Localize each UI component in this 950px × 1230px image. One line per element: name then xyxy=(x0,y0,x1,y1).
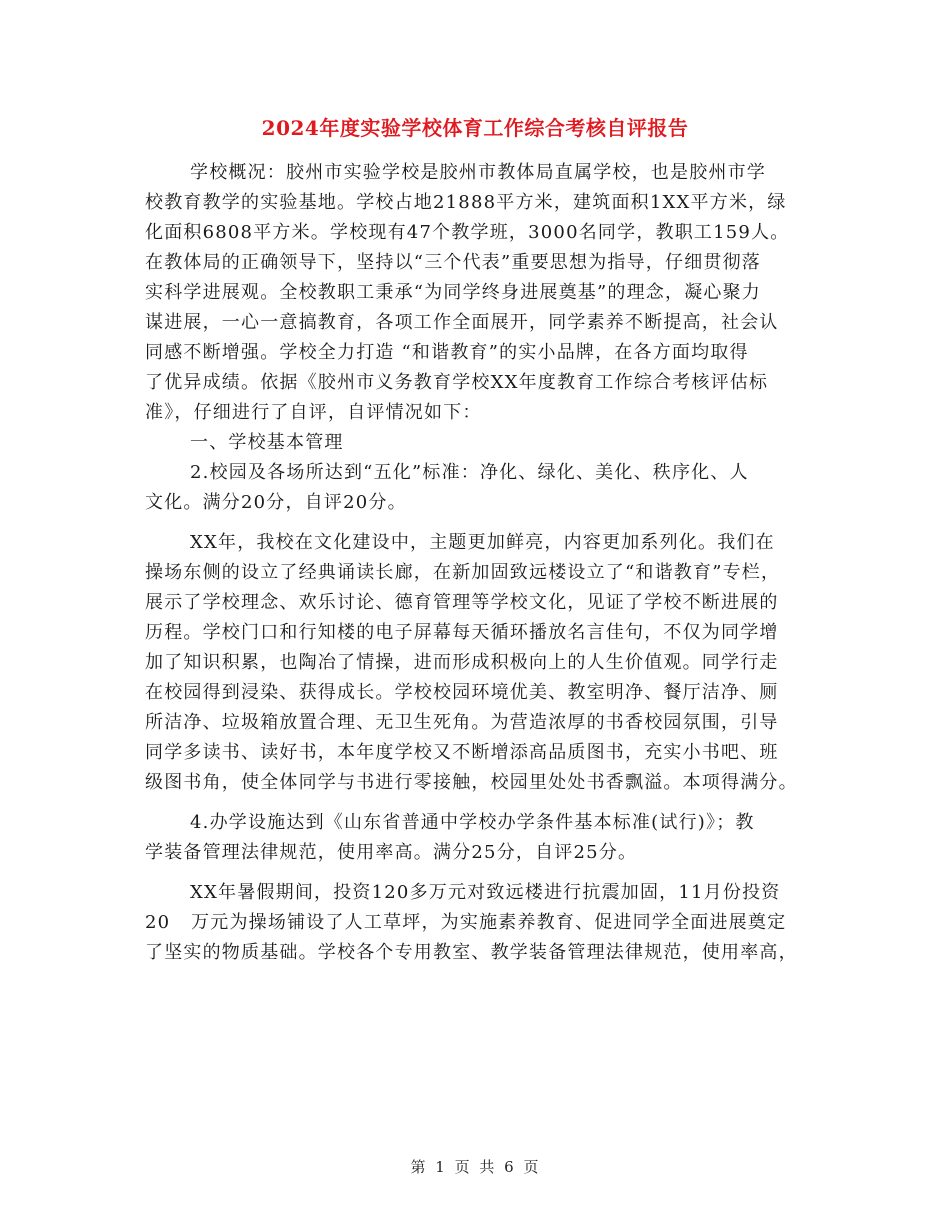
paragraph-line: 在教体局的正确领导下，坚持以“三个代表”重要思想为指导，仔细贯彻落 xyxy=(145,252,762,273)
paragraph-line: 同感不断增强。学校全力打造 “和谐教育”的实小品牌，在各方面均取得 xyxy=(145,342,749,363)
paragraph-line: 展示了学校理念、欢乐讨论、德育管理等学校文化，见证了学校不断进展的 xyxy=(145,592,779,613)
paragraph-line: 2.校园及各场所达到“五化”标准：净化、绿化、美化、秩序化、人 xyxy=(190,462,749,483)
paragraph-line: 历程。学校门口和行知楼的电子屏幕每天循环播放名言佳句，不仅为同学增 xyxy=(145,622,779,643)
paragraph-line: XX年，我校在文化建设中，主题更加鲜亮，内容更加系列化。我们在 xyxy=(190,532,775,553)
paragraph-line: 实科学进展观。全校教职工秉承“为同学终身进展奠基”的理念，凝心聚力 xyxy=(145,282,762,303)
paragraph-line: XX年暑假期间，投资120多万元对致远楼进行抗震加固，11月份投资 xyxy=(190,882,781,903)
paragraph-line: 4.办学设施达到《山东省普通中学校办学条件基本标准(试行)》；教 xyxy=(190,812,755,833)
section-heading: 一、学校基本管理 xyxy=(190,432,344,453)
page-footer: 第 1 页 共 6 页 xyxy=(410,1158,540,1176)
paragraph-line: 20 万元为操场铺设了人工草坪，为实施素养教育、促进同学全面进展奠定 xyxy=(145,912,787,933)
paragraph-line: 准》，仔细进行了自评，自评情况如下： xyxy=(145,402,482,423)
paragraph-line: 操场东侧的设立了经典诵读长廊，在新加固致远楼设立了“和谐教育”专栏， xyxy=(145,562,781,583)
paragraph-line: 学装备管理法律规范，使用率高。满分25分，自评25分。 xyxy=(145,842,638,863)
paragraph-line: 在校园得到浸染、获得成长。学校校园环境优美、教室明净、餐厅洁净、厕 xyxy=(145,682,779,703)
paragraph-line: 加了知识积累，也陶冶了情操，进而形成积极向上的人生价值观。同学行走 xyxy=(145,652,779,673)
paragraph-line: 文化。满分20分，自评20分。 xyxy=(145,492,407,513)
paragraph-line: 了坚实的物质基础。学校各个专用教室、教学装备管理法律规范，使用率高， xyxy=(145,942,798,963)
paragraph-line: 校教育教学的实验基地。学校占地21888平方米，建筑面积1XX平方米，绿 xyxy=(145,192,787,213)
paragraph-line: 所洁净、垃圾箱放置合理、无卫生死角。为营造浓厚的书香校园氛围，引导 xyxy=(145,712,779,733)
paragraph-line: 化面积6808平方米。学校现有47个教学班，3000名同学，教职工159人。 xyxy=(145,222,790,243)
document-title: 2024年度实验学校体育工作综合考核自评报告 xyxy=(261,116,689,140)
paragraph-line: 谋进展，一心一意搞教育，各项工作全面展开，同学素养不断提高，社会认 xyxy=(145,312,779,333)
paragraph-line: 级图书角，使全体同学与书进行零接触，校园里处处书香飘溢。本项得满分。 xyxy=(145,772,798,793)
paragraph-line: 同学多读书、读好书，本年度学校又不断增添高品质图书，充实小书吧、班 xyxy=(145,742,779,763)
paragraph-line: 了优异成绩。依据《胶州市义务教育学校XX年度教育工作综合考核评估标 xyxy=(145,372,769,393)
paragraph-line: 学校概况：胶州市实验学校是胶州市教体局直属学校，也是胶州市学 xyxy=(190,162,766,183)
